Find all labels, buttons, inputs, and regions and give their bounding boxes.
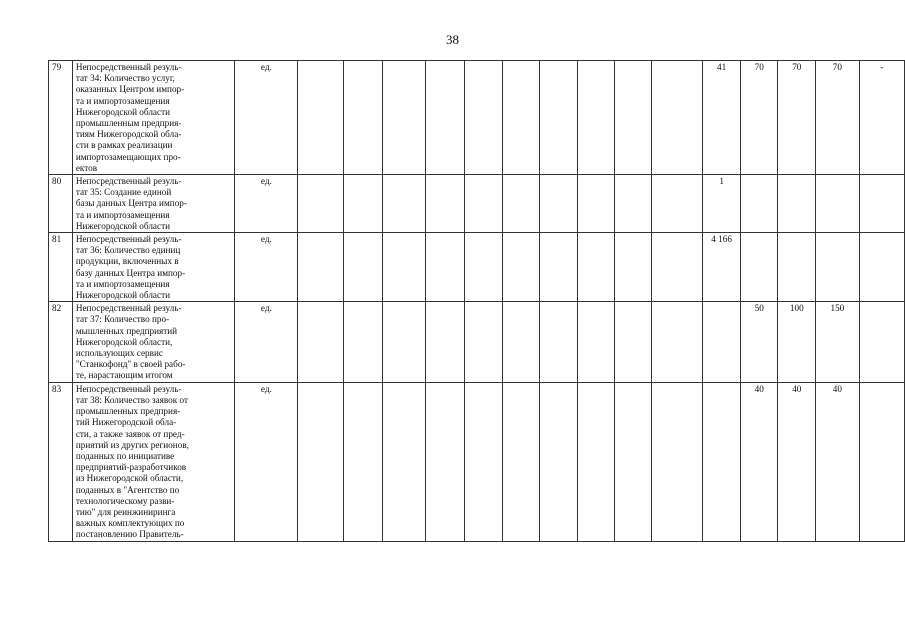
value-cell [816, 233, 860, 302]
indicator-name [72, 175, 235, 233]
indicator-name-line: Непосредственный резуль- [75, 176, 182, 187]
value-cell [465, 175, 502, 233]
indicator-name-line: Непосредственный резуль- [75, 234, 182, 245]
indicator-name-line: тат 34: Количество услуг, [75, 73, 175, 84]
indicator-name-line: та и импортозамещения [75, 278, 170, 289]
value-cell [540, 233, 577, 302]
value-cell [382, 382, 425, 541]
row-number: 83 [49, 382, 73, 541]
value-cell [540, 302, 577, 382]
indicator-name-line: сти, а также заявок от пред- [75, 428, 185, 439]
value-cell [426, 382, 465, 541]
indicator-name-line: "Станкофонд" в своей рабо- [75, 359, 186, 370]
value-cell [465, 382, 502, 541]
value-cell [540, 382, 577, 541]
value-cell [426, 61, 465, 175]
value-cell: 4 166 [703, 233, 741, 302]
value-cell [343, 233, 382, 302]
indicator-name-line: Непосредственный резуль- [75, 303, 182, 314]
value-cell [382, 302, 425, 382]
indicators-table [48, 60, 905, 542]
table-row [49, 382, 905, 541]
indicator-name-line: поданных в "Агентство по [75, 484, 180, 495]
indicator-name [72, 233, 235, 302]
value-cell [577, 233, 614, 302]
indicator-name-line: Нижегородской области [75, 290, 171, 301]
value-cell: 40 [740, 382, 778, 541]
value-cell [859, 302, 904, 382]
value-cell [502, 233, 539, 302]
indicator-name-line: использующих сервис [75, 348, 163, 359]
indicator-name-line: постановлению Правитель- [75, 529, 184, 540]
indicator-name-line: та и импортозамещения [75, 209, 170, 220]
indicator-name-line: приятий из других регионов, [75, 439, 189, 450]
value-cell [465, 233, 502, 302]
value-cell [343, 382, 382, 541]
value-cell: 50 [740, 302, 778, 382]
row-number: 82 [49, 302, 73, 382]
value-cell [343, 61, 382, 175]
value-cell: 70 [778, 61, 816, 175]
unit-cell: ед. [235, 302, 298, 382]
unit-cell: ед. [235, 382, 298, 541]
value-cell [426, 302, 465, 382]
value-cell [465, 302, 502, 382]
value-cell [382, 175, 425, 233]
unit-cell: ед. [235, 233, 298, 302]
value-cell [703, 382, 741, 541]
value-cell [502, 175, 539, 233]
table-row [49, 175, 905, 233]
indicator-name-line: из Нижегородской области, [75, 473, 184, 484]
value-cell [465, 61, 502, 175]
value-cell [382, 61, 425, 175]
indicator-name-line: та и импортозамещения [75, 95, 170, 106]
value-cell [614, 175, 651, 233]
value-cell [343, 175, 382, 233]
unit-cell: ед. [235, 61, 298, 175]
value-cell [298, 61, 343, 175]
value-cell [614, 302, 651, 382]
indicator-name-line: Непосредственный резуль- [75, 62, 182, 72]
value-cell [502, 302, 539, 382]
value-cell [652, 233, 703, 302]
indicator-name-line: Нижегородской области, [75, 336, 173, 347]
value-cell [614, 233, 651, 302]
indicator-name-line: Нижегородской области [75, 220, 171, 231]
indicator-name-line: тат 38: Количество заявок от [75, 394, 189, 405]
indicator-name-line: базы данных Центра импор- [75, 198, 187, 209]
row-number: 79 [49, 61, 73, 175]
indicator-name-line: технологическому разви- [75, 495, 175, 506]
value-cell: 70 [816, 61, 860, 175]
page-number: 38 [446, 32, 459, 47]
table-row [49, 233, 905, 302]
value-cell [577, 61, 614, 175]
value-cell: 100 [778, 302, 816, 382]
value-cell [540, 175, 577, 233]
value-cell [778, 175, 816, 233]
value-cell: 41 [703, 61, 741, 175]
indicator-name-line: сти в рамках реализации [75, 140, 173, 151]
value-cell [298, 382, 343, 541]
indicator-name-line: базу данных Центра импор- [75, 267, 186, 278]
indicator-name-line: ектов [75, 162, 98, 173]
value-cell [859, 175, 904, 233]
value-cell [816, 175, 860, 233]
indicator-name-line: поданных по инициативе [75, 450, 175, 461]
value-cell [577, 382, 614, 541]
indicator-name-line: продукции, включенных в [75, 256, 179, 267]
value-cell [577, 175, 614, 233]
value-cell [502, 382, 539, 541]
value-cell [426, 175, 465, 233]
value-cell [859, 382, 904, 541]
value-cell [652, 302, 703, 382]
indicator-name-line: тиям Нижегородской обла- [75, 129, 182, 140]
indicator-name-line: мышленных предприятий [75, 325, 178, 336]
value-cell [502, 61, 539, 175]
value-cell [703, 302, 741, 382]
value-cell [298, 233, 343, 302]
indicator-name-line: тат 36: Количество единиц [75, 245, 181, 256]
value-cell [343, 302, 382, 382]
value-cell [577, 302, 614, 382]
value-cell [652, 61, 703, 175]
value-cell [426, 233, 465, 302]
value-cell [298, 302, 343, 382]
indicator-name [72, 382, 235, 541]
indicator-name-line: тат 37: Количество про- [75, 314, 170, 325]
indicator-name-line: предприятий-разработчиков [75, 462, 187, 473]
value-cell [540, 61, 577, 175]
value-cell [740, 233, 778, 302]
row-number: 80 [49, 175, 73, 233]
indicator-name [72, 61, 235, 175]
indicator-name-line: промышленных предприя- [75, 406, 181, 417]
value-cell [614, 382, 651, 541]
indicator-name-line: тат 35: Создание единой [75, 187, 172, 198]
value-cell: 1 [703, 175, 741, 233]
indicator-name [72, 302, 235, 382]
value-cell: 40 [816, 382, 860, 541]
indicator-name-line: тию" для реинжиниринга [75, 506, 176, 517]
indicator-name-line: Нижегородской области [75, 106, 171, 117]
value-cell [778, 233, 816, 302]
value-cell: 150 [816, 302, 860, 382]
value-cell [740, 175, 778, 233]
unit-cell: ед. [235, 175, 298, 233]
indicator-name-line: Непосредственный резуль- [75, 383, 182, 394]
table-row [49, 302, 905, 382]
value-cell [614, 61, 651, 175]
table-row [49, 61, 905, 175]
value-cell: 40 [778, 382, 816, 541]
row-number: 81 [49, 233, 73, 302]
value-cell [859, 233, 904, 302]
indicator-name-line: те, нарастающим итогом [75, 370, 173, 381]
indicator-name-line: важных комплектующих по [75, 518, 185, 529]
indicator-name-line: импортозамещающих про- [75, 151, 181, 162]
value-cell [298, 175, 343, 233]
value-cell: - [859, 61, 904, 175]
value-cell [652, 175, 703, 233]
value-cell: 70 [740, 61, 778, 175]
indicator-name-line: тий Нижегородской обла- [75, 417, 177, 428]
indicator-name-line: промышленным предприя- [75, 118, 182, 129]
indicator-name-line: оказанных Центром импор- [75, 84, 185, 95]
value-cell [652, 382, 703, 541]
value-cell [382, 233, 425, 302]
